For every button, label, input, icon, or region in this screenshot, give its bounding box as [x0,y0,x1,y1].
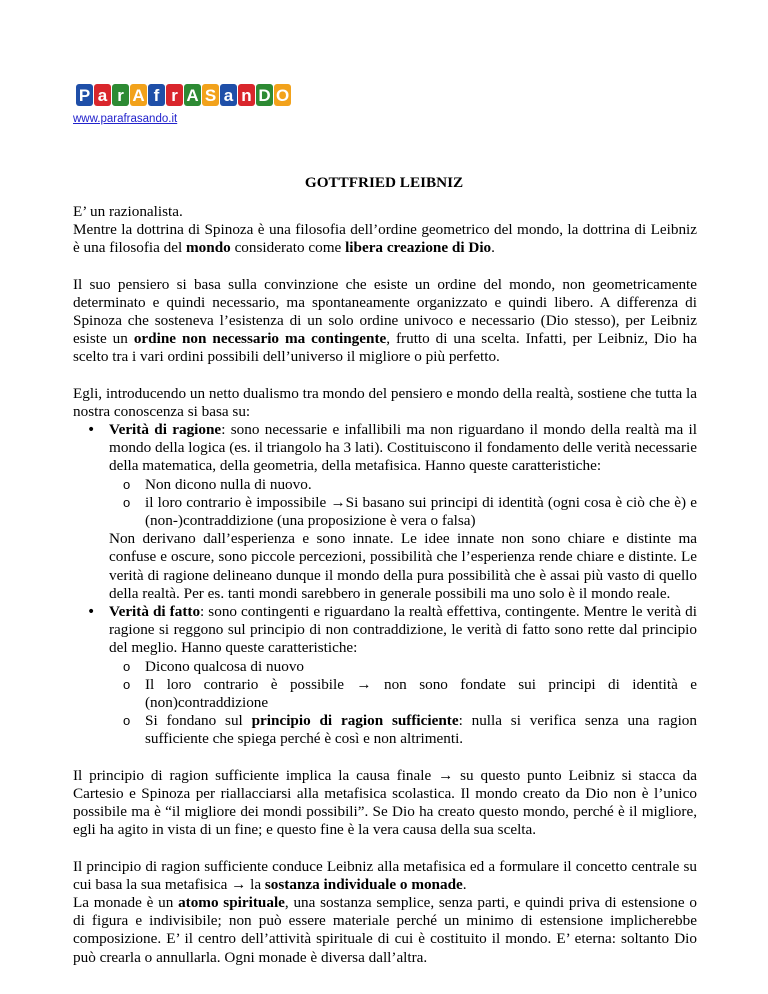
list-item: o Non dicono nulla di nuovo. [109,476,697,494]
list-item: o il loro contrario è impossibile →Si basano sui principi di identità (ogni cosa è ciò che è) e (non-)contraddizione (una proposizione è vera o falsa) [109,494,697,530]
sublist-ragione [109,476,697,531]
parafrasando-logo [76,84,291,106]
list-item: o Dicono qualcosa di nuovo [109,658,697,676]
logo-letter-tile: n [238,84,255,106]
logo-letter-tile: P [76,84,93,106]
document-body [73,203,697,985]
logo-letter-tile: A [184,84,201,106]
site-link[interactable]: www.parafrasando.it [73,113,178,125]
logo-letter-tile: r [112,84,129,106]
list-item-verita-fatto: • Verità di fatto: sono contingenti e riguardano la realtà effettiva, contingente. Mentre le verità di ragione si reggono sul principio di non contraddizione, le verità di fatto sono rette dal principio del meglio. Hanno queste caratteristiche: o Dicono qualcosa di nuovo o Il loro contrario è possibile → non sono fondate sui principi di identità e (non)contraddizione o Si fondano sul principio di ragion sufficiente: nulla si verifica senza una ragion sufficiente che spiega perché è così e non altrimenti. [73,603,697,749]
arrow-icon: → [356,675,372,693]
sublist-fatto [109,658,697,749]
logo-letter-tile: A [130,84,147,106]
logo-letter-tile: S [202,84,219,106]
arrow-icon: → [438,766,454,784]
final-cause-paragraph: Il principio di ragion sufficiente implica la causa finale → su questo punto Leibniz si stacca da Cartesio e Spinoza per riallacciarsi alla metafisica scolastica. Il mondo creato da Dio non è l’unico possibile ma è “il migliore dei mondi possibili”. Se Dio ha creato questo mondo, perché è il migliore, egli ha agito in vista di un fine; e questo fine è la vera causa della sua scelta. [73,766,697,839]
order-paragraph: Il suo pensiero si basa sulla convinzione che esiste un ordine del mondo, non geometricamente determinato e quindi necessario, ma spontaneamente organizzato e quindi libero. A differenza di Spinoza che sosteneva l’esistenza di un solo ordine univoco e necessario (Dio stesso), per Leibniz esiste un ordine non necessario ma contingente, frutto di una scelta. Infatti, per Leibniz, Dio ha scelto tra i vari ordini possibili dell’universo il migliore o più perfetto. [73,275,697,366]
list-item: o Si fondano sul principio di ragion sufficiente: nulla si verifica senza una ragion sufficiente che spiega perché è così e non altrimenti. [109,712,697,748]
logo-letter-tile: f [148,84,165,106]
logo-letter-tile: a [220,84,237,106]
knowledge-paragraph: Egli, introducendo un netto dualismo tra mondo del pensiero e mondo della realtà, sostiene che tutta la nostra conoscenza si basa su: [73,384,697,420]
document-title: GOTTFRIED LEIBNIZ [304,174,464,191]
logo-letter-tile: O [276,85,290,105]
ragione-continuation: Non derivano dall’esperienza e sono innate. Le idee innate non sono chiare e distinte ma confuse e oscure, sono piccole percezioni, possibilità che l’esperienza rende chiare e distinte. Le verità di ragione delineano dunque il mondo della pura possibilità che è assai più vasto di quello della realtà. Per es. tanti mondi sarebbero in generale possibili ma uno solo è il mondo reale. [109,530,697,602]
metaphysics-paragraph: Il principio di ragion sufficiente conduce Leibniz alla metafisica ed a formulare il concetto centrale su cui basa la sua metafisica → la sostanza individuale o monade. [73,857,697,893]
list-item: o Il loro contrario è possibile → non sono fondate sui principi di identità e (non)contraddizione [109,676,697,712]
intro-line: E’ un razionalista. [73,203,183,220]
arrow-icon: → [330,493,346,511]
arrow-icon: → [231,875,247,893]
logo-letter-tile: a [94,84,111,106]
truths-list [73,421,697,749]
logo-letter-tile: r [166,84,183,106]
list-item-verita-ragione: • Verità di ragione: sono necessarie e infallibili ma non riguardano il mondo della realtà ma il mondo della logica (es. il triangolo ha 3 lati). Costituiscono il fondamento delle verità necessarie della matematica, della geometria, della metafisica. Hanno queste caratteristiche: o Non dicono nulla di nuovo. o il loro contrario è impossibile →Si basano sui principi di identità (ogni cosa è ciò che è) e (non-)contraddizione (una proposizione è vera o falsa) Non derivano dall’esperienza e sono innate. Le idee innate non sono chiare e distinte ma confuse e oscure, sono piccole percezioni, possibilità che l’esperienza rende chiare e distinte. Le verità di ragione delineano dunque il mondo della pura possibilità che è assai più vasto di quello della realtà. Per es. tanti mondi sarebbero in generale possibili ma uno solo è il mondo reale. [73,421,697,603]
monad-paragraph: La monade è un atomo spirituale, una sostanza semplice, senza parti, e quindi priva di estensione o di figura e indivisibile; non può essere materiale perché un minimo di estensione implicherebbe composizione. E’ il centro dell’attività spirituale di cui è costituito il mondo. E’ eterna: soltanto Dio può crearla o annullarla. Ogni monade è diversa dall’altra. [73,893,697,966]
intro-paragraph: Mentre la dottrina di Spinoza è una filosofia dell’ordine geometrico del mondo, la dottrina di Leibniz è una filosofia del mondo considerato come libera creazione di Dio. [73,221,697,257]
logo-letter-tile: D [256,84,273,106]
